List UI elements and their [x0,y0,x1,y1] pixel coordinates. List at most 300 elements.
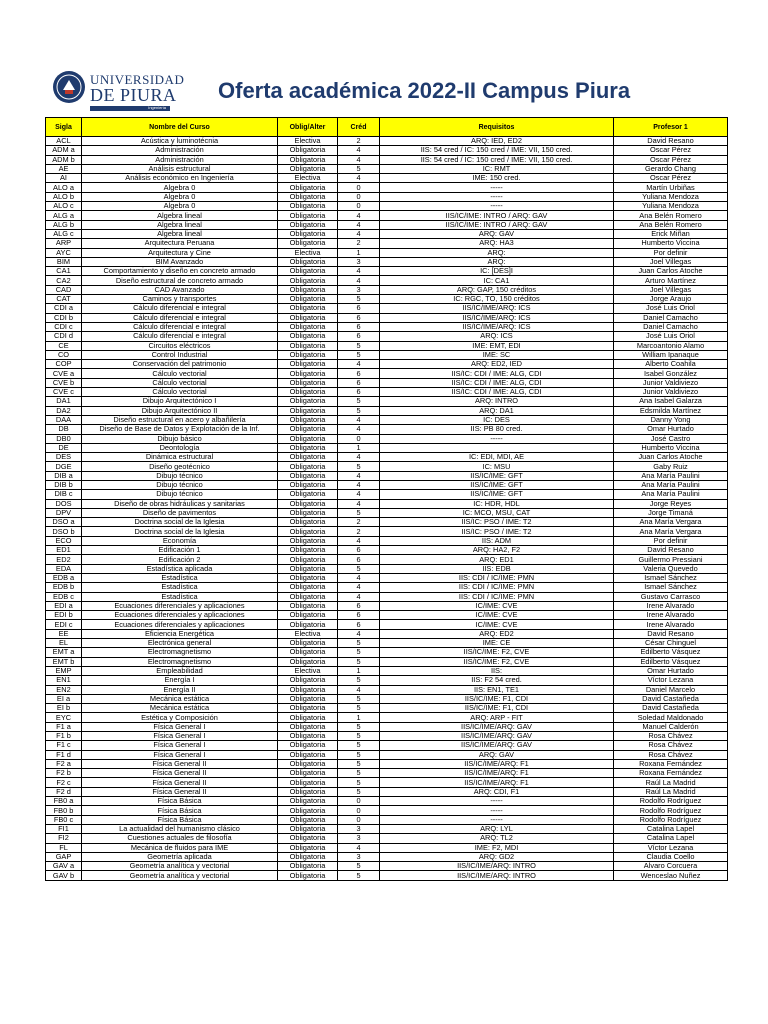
cell-oblig: Obligatoria [278,415,338,424]
cell-sigla: CE [46,341,82,350]
cell-requisitos [380,443,614,452]
table-row [46,769,728,778]
cell-cred: 4 [338,471,380,480]
table-row [46,555,728,564]
cell-cred: 4 [338,229,380,238]
cell-sigla: GAP [46,852,82,861]
cell-profesor: Junior Valdiviezo [614,388,728,397]
cell-requisitos: IME: EMT, EDI [380,341,614,350]
cell-requisitos: ARQ: INTRO [380,397,614,406]
cell-sigla: EN1 [46,676,82,685]
table-row [46,480,728,489]
table-row [46,601,728,610]
cell-oblig: Obligatoria [278,229,338,238]
cell-profesor: David Resano [614,546,728,555]
cell-profesor: Claudia Coello [614,852,728,861]
cell-requisitos: ARQ: [380,257,614,266]
cell-profesor: Oscar Pérez [614,174,728,183]
cell-profesor: César Chinguel [614,639,728,648]
cell-requisitos: ----- [380,806,614,815]
cell-sigla: F1 b [46,732,82,741]
cell-requisitos: IIS/IC/IME: F2, CVE [380,648,614,657]
cell-cred: 1 [338,713,380,722]
cell-profesor: Marcoantonio Alamo [614,341,728,350]
table-row [46,174,728,183]
cell-sigla: FB0 b [46,806,82,815]
cell-oblig: Obligatoria [278,583,338,592]
table-header-row [46,118,728,137]
cell-sigla: CVE a [46,369,82,378]
cell-cred: 2 [338,527,380,536]
cell-cred: 4 [338,536,380,545]
cell-profesor: Rodolfo Rodríguez [614,797,728,806]
table-row [46,620,728,629]
cell-profesor: Víctor Lezana [614,676,728,685]
table-row [46,806,728,815]
cell-requisitos: IC: MSU [380,462,614,471]
cell-sigla: COP [46,360,82,369]
cell-sigla: DPV [46,508,82,517]
table-row [46,267,728,276]
cell-profesor: Rodolfo Rodríguez [614,806,728,815]
table-row [46,685,728,694]
cell-nombre: Algebra lineal [82,220,278,229]
logo-tag: Ingeniería [148,105,166,110]
cell-sigla: EI a [46,694,82,703]
cell-cred: 5 [338,341,380,350]
cell-requisitos: ARQ: ED1 [380,555,614,564]
cell-sigla: DA1 [46,397,82,406]
cell-profesor: Erick Miñan [614,229,728,238]
cell-requisitos: IC/IME: CVE [380,611,614,620]
cell-profesor: Oscar Pérez [614,146,728,155]
cell-nombre: Energía II [82,685,278,694]
cell-profesor: José Luis Oriol [614,304,728,313]
cell-cred: 6 [338,313,380,322]
table-row [46,546,728,555]
course-table [45,117,728,881]
cell-sigla: CAD [46,285,82,294]
cell-sigla: CA2 [46,276,82,285]
cell-oblig: Obligatoria [278,322,338,331]
cell-sigla: EYC [46,713,82,722]
cell-nombre: Electromagnetismo [82,648,278,657]
cell-requisitos: IIS: EDB [380,564,614,573]
cell-nombre: Algebra 0 [82,183,278,192]
cell-sigla: ALO a [46,183,82,192]
cell-requisitos: IIS/IC/IME: INTRO / ARQ: GAV [380,211,614,220]
cell-cred: 0 [338,434,380,443]
cell-nombre: Geometría analítica y vectorial [82,862,278,871]
cell-oblig: Obligatoria [278,220,338,229]
cell-cred: 4 [338,490,380,499]
cell-cred: 6 [338,378,380,387]
cell-profesor: Roxana Fernández [614,769,728,778]
cell-sigla: DIB a [46,471,82,480]
cell-profesor: Joel Villegas [614,257,728,266]
cell-oblig: Obligatoria [278,350,338,359]
cell-cred: 3 [338,834,380,843]
cell-oblig: Obligatoria [278,211,338,220]
cell-sigla: AE [46,164,82,173]
cell-sigla: DIB c [46,490,82,499]
cell-sigla: DE [46,443,82,452]
cell-profesor: Ana María Paulini [614,480,728,489]
cell-requisitos: ARQ: HA2, F2 [380,546,614,555]
cell-oblig: Obligatoria [278,592,338,601]
cell-oblig: Obligatoria [278,397,338,406]
cell-requisitos: IIS/IC/IME/ARQ: GAV [380,722,614,731]
table-row [46,137,728,146]
cell-sigla: FB0 a [46,797,82,806]
cell-requisitos: ARQ: DA1 [380,406,614,415]
column-header-nombre: Nombre del Curso [82,118,278,137]
cell-sigla: EDB b [46,583,82,592]
cell-nombre: Diseño estructural de concreto armado [82,276,278,285]
cell-nombre: Circuitos eléctricos [82,341,278,350]
cell-profesor: Rosa Chávez [614,741,728,750]
cell-nombre: Algebra 0 [82,192,278,201]
cell-nombre: Dibujo Arquitectónico II [82,406,278,415]
cell-cred: 4 [338,843,380,852]
cell-profesor: Daniel Marcelo [614,685,728,694]
cell-oblig: Obligatoria [278,601,338,610]
cell-cred: 4 [338,499,380,508]
cell-oblig: Electiva [278,137,338,146]
cell-cred: 2 [338,239,380,248]
cell-nombre: Física General II [82,778,278,787]
table-row [46,508,728,517]
cell-requisitos: ARQ: ARP - FIT [380,713,614,722]
cell-nombre: Diseño estructural en acero y albañilería [82,415,278,424]
table-row [46,397,728,406]
cell-sigla: EDB c [46,592,82,601]
cell-nombre: Geometría aplicada [82,852,278,861]
cell-requisitos: ARQ: GD2 [380,852,614,861]
table-row [46,322,728,331]
table-row [46,304,728,313]
cell-nombre: CAD Avanzado [82,285,278,294]
table-row [46,759,728,768]
table-body [46,137,728,881]
cell-nombre: Cálculo diferencial e integral [82,322,278,331]
cell-oblig: Obligatoria [278,471,338,480]
cell-cred: 5 [338,704,380,713]
cell-requisitos: IIS: ADM [380,536,614,545]
cell-cred: 2 [338,137,380,146]
cell-sigla: F1 c [46,741,82,750]
cell-sigla: F1 a [46,722,82,731]
table-row [46,276,728,285]
cell-sigla: EDI a [46,601,82,610]
cell-requisitos: IC: HDR, HDL [380,499,614,508]
cell-requisitos: IIS/IC/IME/ARQ: F1 [380,759,614,768]
cell-cred: 0 [338,192,380,201]
cell-nombre: Diseño geotécnico [82,462,278,471]
cell-oblig: Obligatoria [278,239,338,248]
cell-requisitos: IIS/IC: CDI / IME: ALG, CDI [380,369,614,378]
cell-oblig: Electiva [278,248,338,257]
cell-profesor: Roxana Fernández [614,759,728,768]
cell-requisitos: IIS/IC: CDI / IME: ALG, CDI [380,388,614,397]
cell-profesor: Wenceslao Nuñez [614,871,728,880]
cell-cred: 5 [338,462,380,471]
cell-profesor: Isabel González [614,369,728,378]
cell-cred: 6 [338,620,380,629]
cell-requisitos: ARQ: GAP, 150 créditos [380,285,614,294]
cell-requisitos: IIS/IC/IME/ARQ: INTRO [380,862,614,871]
cell-cred: 6 [338,388,380,397]
cell-profesor: Edilberto Vásquez [614,648,728,657]
cell-oblig: Obligatoria [278,202,338,211]
cell-profesor: Irene Alvarado [614,611,728,620]
cell-sigla: GAV b [46,871,82,880]
cell-cred: 4 [338,425,380,434]
cell-oblig: Obligatoria [278,341,338,350]
cell-cred: 6 [338,611,380,620]
cell-requisitos: IIS/IC/IME/ARQ: ICS [380,313,614,322]
page-title: Oferta académica 2022-II Campus Piura [218,78,631,103]
cell-sigla: EE [46,629,82,638]
cell-oblig: Obligatoria [278,369,338,378]
cell-nombre: Mecánica estática [82,694,278,703]
cell-oblig: Obligatoria [278,295,338,304]
table-row [46,732,728,741]
cell-profesor: Catalina Lapel [614,834,728,843]
cell-oblig: Obligatoria [278,694,338,703]
cell-cred: 5 [338,350,380,359]
cell-nombre: Cálculo diferencial e integral [82,313,278,322]
cell-oblig: Obligatoria [278,490,338,499]
cell-sigla: DGE [46,462,82,471]
cell-cred: 1 [338,443,380,452]
cell-nombre: Cuestiones actuales de filosofía [82,834,278,843]
cell-profesor: Gaby Ruiz [614,462,728,471]
cell-profesor: Por definir [614,536,728,545]
cell-nombre: Física General II [82,759,278,768]
cell-nombre: Diseño de obras hidráulicas y sanitarias [82,499,278,508]
table-row [46,741,728,750]
table-row [46,192,728,201]
cell-cred: 5 [338,787,380,796]
cell-requisitos: IIS: [380,666,614,675]
cell-sigla: CO [46,350,82,359]
cell-profesor: Guillermo Pressiani [614,555,728,564]
cell-requisitos: IIS/IC/IME/ARQ: INTRO [380,871,614,880]
table-row [46,341,728,350]
cell-nombre: Física General I [82,722,278,731]
cell-requisitos: IC: EDI, MDI, AE [380,453,614,462]
table-row [46,164,728,173]
cell-sigla: F2 d [46,787,82,796]
cell-requisitos: IC: RMT [380,164,614,173]
table-row [46,657,728,666]
table-row [46,666,728,675]
cell-cred: 5 [338,639,380,648]
cell-sigla: EMT b [46,657,82,666]
cell-nombre: Electromagnetismo [82,657,278,666]
cell-cred: 3 [338,285,380,294]
cell-profesor: Gerardo Chang [614,164,728,173]
cell-profesor: Por definir [614,248,728,257]
table-row [46,350,728,359]
cell-sigla: ED1 [46,546,82,555]
cell-sigla: EN2 [46,685,82,694]
table-row [46,573,728,582]
cell-nombre: Cálculo diferencial e integral [82,332,278,341]
cell-sigla: CAT [46,295,82,304]
cell-sigla: F2 a [46,759,82,768]
table-row [46,313,728,322]
cell-nombre: Doctrina social de la Iglesia [82,518,278,527]
cell-nombre: Administración [82,155,278,164]
cell-nombre: Empleabilidad [82,666,278,675]
table-row [46,639,728,648]
cell-cred: 4 [338,146,380,155]
cell-oblig: Obligatoria [278,406,338,415]
table-row [46,202,728,211]
cell-sigla: FI2 [46,834,82,843]
cell-sigla: FB0 c [46,815,82,824]
cell-sigla: EDI c [46,620,82,629]
cell-sigla: DIB b [46,480,82,489]
cell-profesor: Gustavo Carrasco [614,592,728,601]
cell-sigla: EDA [46,564,82,573]
cell-nombre: Física General I [82,732,278,741]
cell-sigla: ED2 [46,555,82,564]
cell-cred: 5 [338,778,380,787]
cell-requisitos: IIS: 54 cred / IC: 150 cred / IME: VII, 150 cred. [380,146,614,155]
table-row [46,490,728,499]
cell-sigla: EDB a [46,573,82,582]
cell-nombre: Física Básica [82,797,278,806]
cell-profesor: Omar Hurtado [614,425,728,434]
cell-requisitos: ----- [380,797,614,806]
cell-nombre: Dinámica estructural [82,453,278,462]
cell-profesor: Ismael Sánchez [614,583,728,592]
cell-nombre: Algebra 0 [82,202,278,211]
cell-oblig: Obligatoria [278,304,338,313]
cell-profesor: Irene Alvarado [614,601,728,610]
cell-cred: 4 [338,629,380,638]
table-row [46,843,728,852]
cell-requisitos: IIS: CDI / IC/IME: PMN [380,583,614,592]
cell-nombre: Diseño de Base de Datos y Explotación de la Inf. [82,425,278,434]
cell-sigla: ECO [46,536,82,545]
cell-cred: 0 [338,202,380,211]
table-row [46,527,728,536]
cell-oblig: Obligatoria [278,862,338,871]
cell-oblig: Obligatoria [278,704,338,713]
table-row [46,778,728,787]
cell-profesor: Ana Belén Romero [614,211,728,220]
cell-requisitos: IIS/IC/IME: GFT [380,480,614,489]
university-logo [52,70,185,118]
cell-requisitos: ----- [380,815,614,824]
cell-nombre: Energía I [82,676,278,685]
cell-nombre: La actualidad del humanismo clásico [82,824,278,833]
cell-nombre: Edificación 2 [82,555,278,564]
cell-cred: 4 [338,480,380,489]
cell-sigla: GAV a [46,862,82,871]
table-row [46,815,728,824]
table-row [46,257,728,266]
cell-cred: 5 [338,769,380,778]
cell-profesor: David Castañeda [614,704,728,713]
cell-oblig: Obligatoria [278,769,338,778]
cell-nombre: Estadística [82,583,278,592]
table-row [46,453,728,462]
cell-sigla: ALG b [46,220,82,229]
cell-nombre: Deontología [82,443,278,452]
cell-oblig: Obligatoria [278,285,338,294]
cell-oblig: Obligatoria [278,536,338,545]
table-row [46,750,728,759]
cell-profesor: Catalina Lapel [614,824,728,833]
table-row [46,415,728,424]
cell-sigla: ALO c [46,202,82,211]
cell-requisitos: IIS: CDI / IC/IME: PMN [380,592,614,601]
cell-sigla: EI b [46,704,82,713]
cell-oblig: Obligatoria [278,732,338,741]
cell-nombre: Geometría analítica y vectorial [82,871,278,880]
cell-profesor: Alberto Coahila [614,360,728,369]
cell-oblig: Obligatoria [278,508,338,517]
cell-nombre: BIM Avanzado [82,257,278,266]
table-row [46,499,728,508]
cell-nombre: Comportamiento y diseño en concreto armado [82,267,278,276]
cell-sigla: FI1 [46,824,82,833]
cell-oblig: Obligatoria [278,759,338,768]
cell-cred: 5 [338,295,380,304]
cell-cred: 1 [338,248,380,257]
cell-requisitos: IIS/IC/IME/ARQ: F1 [380,778,614,787]
table-row [46,369,728,378]
cell-oblig: Obligatoria [278,564,338,573]
cell-nombre: Análisis estructural [82,164,278,173]
cell-oblig: Obligatoria [278,499,338,508]
cell-profesor: Soledad Maldonado [614,713,728,722]
cell-nombre: Estadística aplicada [82,564,278,573]
cell-oblig: Obligatoria [278,257,338,266]
cell-sigla: AYC [46,248,82,257]
cell-nombre: Mecánica de fluidos para IME [82,843,278,852]
cell-nombre: Arquitectura y Cine [82,248,278,257]
cell-profesor: Arturo Martínez [614,276,728,285]
cell-nombre: Física General II [82,787,278,796]
cell-oblig: Obligatoria [278,648,338,657]
column-header-cred: Créd [338,118,380,137]
table-row [46,239,728,248]
cell-oblig: Electiva [278,174,338,183]
cell-cred: 5 [338,564,380,573]
cell-requisitos: IIS: CDI / IC/IME: PMN [380,573,614,582]
cell-requisitos: IIS/IC/IME/ARQ: F1 [380,769,614,778]
cell-oblig: Obligatoria [278,164,338,173]
cell-nombre: Electrónica general [82,639,278,648]
cell-profesor: Omar Hurtado [614,666,728,675]
cell-profesor: Víctor Lezana [614,843,728,852]
cell-oblig: Obligatoria [278,434,338,443]
cell-sigla: F2 b [46,769,82,778]
table-row [46,211,728,220]
table-row [46,871,728,880]
cell-profesor: Manuel Calderón [614,722,728,731]
cell-cred: 5 [338,732,380,741]
cell-sigla: CVE c [46,388,82,397]
cell-requisitos: ARQ: [380,248,614,257]
cell-oblig: Obligatoria [278,546,338,555]
